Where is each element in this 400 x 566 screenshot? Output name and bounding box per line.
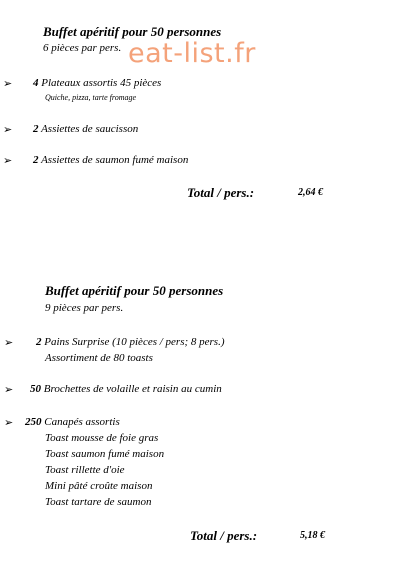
menu2-total-value: 5,18 € — [300, 530, 325, 541]
arrowhead-bullet-icon: ➢ — [3, 123, 13, 136]
menu1-item-1 — [33, 77, 161, 89]
menu2-subtitle: 9 pièces par pers. — [45, 302, 124, 314]
item-qty: 2 — [33, 154, 39, 166]
watermark-logo: eat-list.fr — [128, 38, 256, 69]
item-label: Pains Surprise (10 pièces / pers; 8 pers.) — [44, 336, 225, 348]
arrowhead-bullet-icon: ➢ — [4, 383, 14, 396]
item-label: Assiettes de saumon fumé maison — [41, 154, 189, 166]
menu1-total-label: Total / pers.: — [187, 185, 255, 200]
arrowhead-bullet-icon: ➢ — [4, 416, 14, 429]
item-qty: 2 — [33, 123, 39, 135]
menu1-title: Buffet apéritif pour 50 personnes — [43, 24, 222, 39]
arrowhead-bullet-icon: ➢ — [4, 336, 14, 349]
arrowhead-bullet-icon: ➢ — [3, 154, 13, 167]
item-label: Plateaux assortis 45 pièces — [41, 77, 162, 89]
arrowhead-bullet-icon: ➢ — [3, 77, 13, 90]
menu1-total-value: 2,64 € — [298, 187, 323, 198]
menu2-item-3 — [25, 416, 120, 428]
menu2-item-2 — [30, 383, 222, 395]
item-qty: 50 — [30, 383, 41, 395]
menu2-item-1 — [36, 336, 225, 348]
menu2-title: Buffet apéritif pour 50 personnes — [45, 283, 224, 298]
menu2-item-3-line: Mini pâté croûte maison — [45, 480, 153, 492]
item-qty: 4 — [33, 77, 39, 89]
item-label: Assiettes de saucisson — [41, 123, 139, 135]
item-label: Brochettes de volaille et raisin au cumin — [43, 383, 222, 395]
menu2-item-1-line: Assortiment de 80 toasts — [45, 352, 153, 364]
menu2-item-3-line: Toast tartare de saumon — [45, 496, 152, 508]
item-qty: 250 — [25, 416, 42, 428]
menu1-subtitle: 6 pièces par pers. — [43, 42, 122, 54]
menu2-item-3-line: Toast saumon fumé maison — [45, 448, 165, 460]
menu2-total-label: Total / pers.: — [190, 528, 258, 543]
menu2-item-3-line: Toast rillette d'oie — [45, 464, 125, 476]
menu1-item-2 — [33, 123, 138, 135]
menu1-item-1-detail: Quiche, pizza, tarte fromage — [45, 93, 137, 102]
item-qty: 2 — [36, 336, 42, 348]
menu1-item-3 — [33, 154, 188, 166]
menu2-item-3-line: Toast mousse de foie gras — [45, 432, 159, 444]
item-label: Canapés assortis — [44, 416, 120, 428]
